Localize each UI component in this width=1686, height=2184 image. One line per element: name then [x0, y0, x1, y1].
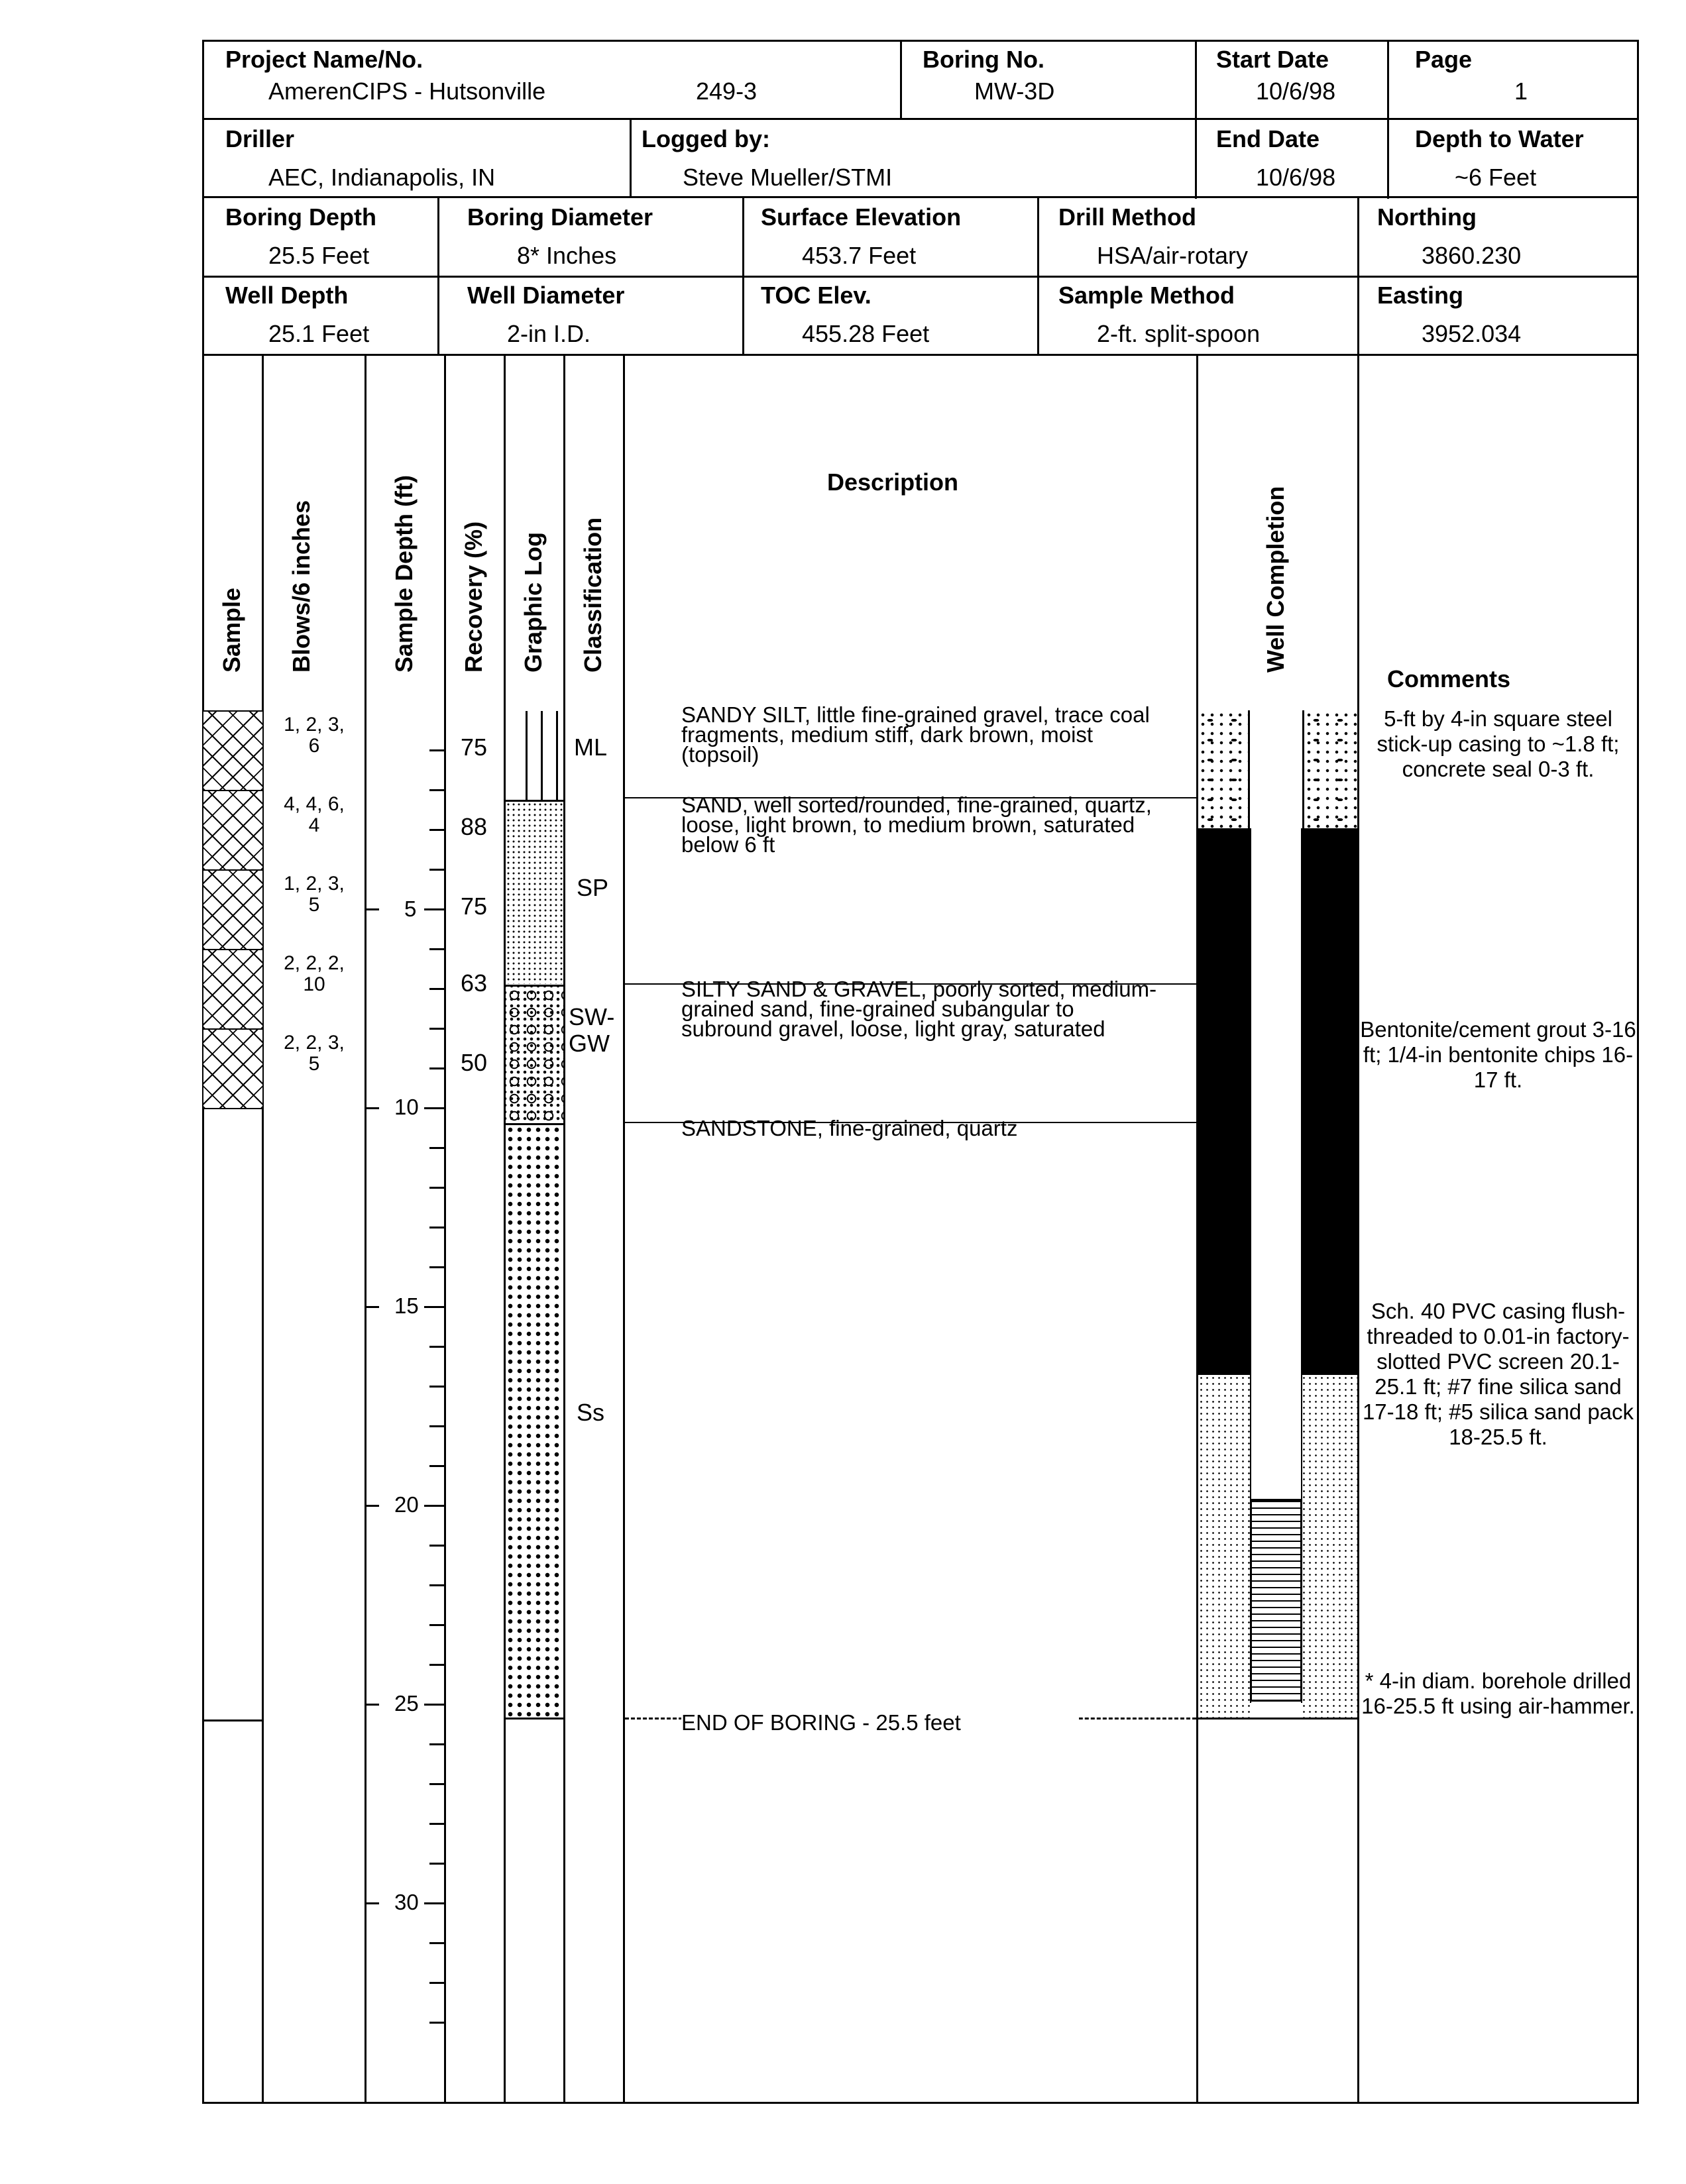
blows-5-b: 5 — [308, 1053, 320, 1075]
depth-tick — [429, 988, 444, 990]
hdr-r1-v2 — [1195, 40, 1197, 199]
depth-tick — [429, 1386, 444, 1388]
depth-tick — [424, 1505, 444, 1507]
depth-tick-left — [365, 1107, 379, 1109]
depth-to-water: ~6 Feet — [1455, 164, 1537, 191]
boring-depth: 25.5 Feet — [268, 242, 370, 269]
depth-tick — [429, 1147, 444, 1149]
header-row-line-1 — [202, 118, 1639, 120]
end-date-label: End Date — [1216, 125, 1320, 152]
depth-tick-left — [365, 1704, 379, 1706]
hdr-r3-v1 — [437, 196, 439, 355]
northing: 3860.230 — [1422, 242, 1522, 269]
depth-tick — [429, 1187, 444, 1189]
driller-label: Driller — [225, 125, 295, 152]
depth-tick — [429, 829, 444, 831]
desc-sandstone: SANDSTONE, fine-grained, quartz — [681, 1116, 1018, 1140]
boring-no-label: Boring No. — [923, 46, 1044, 73]
depth-tick-left — [365, 1505, 379, 1507]
header-row-line-3 — [202, 276, 1639, 278]
depth-tick — [429, 1584, 444, 1586]
recovery-3: 75 — [461, 893, 488, 920]
boring-diameter-label: Boring Diameter — [467, 203, 653, 231]
depth-label-15: 15 — [394, 1293, 419, 1318]
col-header-blows: Blows/6 inches — [288, 500, 315, 673]
comment-grout: Bentonite/cement grout 3-16 ft; 1/4-in bentonite chips 16-17 ft. — [1360, 1017, 1636, 1092]
depth-tick — [429, 749, 444, 751]
depth-label-25: 25 — [394, 1691, 419, 1716]
col-line-sample — [262, 354, 264, 2103]
end-date: 10/6/98 — [1256, 164, 1336, 191]
page-number: 1 — [1514, 78, 1528, 105]
hdr-r1-v3 — [1387, 40, 1389, 199]
desc-end-of-boring: END OF BORING - 25.5 feet — [681, 1713, 1079, 1733]
depth-tick — [429, 1465, 444, 1467]
depth-tick-left — [365, 908, 379, 910]
well-concrete-right — [1304, 710, 1357, 828]
depth-tick-left — [365, 1306, 379, 1308]
frame-top — [202, 40, 1639, 42]
well-screen-bottom — [1250, 1700, 1302, 1702]
blows-3-a: 1, 2, 3, — [284, 873, 345, 895]
surface-elevation-label: Surface Elevation — [761, 203, 962, 231]
page-label: Page — [1415, 46, 1473, 73]
start-date: 10/6/98 — [1256, 78, 1336, 105]
well-screen — [1250, 1501, 1302, 1700]
northing-label: Northing — [1377, 203, 1477, 231]
well-sandpack-left — [1198, 1375, 1251, 1720]
depth-tick — [429, 789, 444, 791]
col-line-depth — [444, 354, 446, 2103]
hdr-r1-v1 — [900, 40, 902, 119]
graphic-line-4 — [504, 1718, 565, 1720]
depth-label-20: 20 — [394, 1492, 419, 1517]
well-grout-right — [1302, 828, 1357, 1375]
col-header-description: Description — [827, 468, 959, 496]
col-header-well-completion: Well Completion — [1262, 486, 1289, 673]
col-line-graphic — [563, 354, 565, 2103]
depth-tick — [429, 1942, 444, 1944]
comment-screen: Sch. 40 PVC casing flush-threaded to 0.01-in factory-slotted PVC screen 20.1-25.1 ft; #7 fine silica sand 17-18 ft; #5 silica sand pack 18-25.5 ft. — [1362, 1299, 1634, 1449]
well-grout-left — [1198, 828, 1250, 1375]
logged-by-label: Logged by: — [642, 125, 770, 152]
depth-tick — [429, 1823, 444, 1825]
depth-label-30: 30 — [394, 1890, 419, 1914]
depth-tick — [424, 1902, 444, 1904]
blows-2-b: 4 — [308, 814, 320, 836]
well-stickup-right-wall — [1302, 710, 1304, 828]
sample-box-4 — [202, 949, 264, 1030]
col-line-well — [1357, 354, 1359, 2103]
depth-label-5: 5 — [404, 897, 417, 921]
graphic-sandy-silt — [512, 711, 563, 800]
graphic-silty-sand-gravel — [506, 987, 563, 1123]
depth-tick — [424, 1704, 444, 1706]
depth-tick — [429, 948, 444, 950]
hdr-r3-v4 — [1357, 196, 1359, 355]
blows-2-a: 4, 4, 6, — [284, 793, 345, 815]
well-stickup-left-wall — [1248, 710, 1250, 828]
depth-tick — [429, 869, 444, 871]
header-row-line-2 — [202, 196, 1639, 198]
recovery-2: 88 — [461, 813, 488, 840]
class-sw: SW- — [569, 1003, 615, 1030]
project-name: AmerenCIPS - Hutsonville — [268, 78, 546, 105]
sample-method-label: Sample Method — [1058, 282, 1235, 309]
depth-tick — [429, 1863, 444, 1865]
blows-4-a: 2, 2, 2, — [284, 952, 345, 974]
depth-to-water-label: Depth to Water — [1415, 125, 1584, 152]
col-line-class — [623, 354, 625, 2103]
depth-label-10: 10 — [394, 1095, 419, 1119]
hdr-r2-v1 — [630, 118, 632, 197]
comment-borehole: * 4-in diam. borehole drilled 16-25.5 ft using air-hammer. — [1361, 1668, 1635, 1718]
depth-tick — [429, 1743, 444, 1745]
desc-sandy-silt: SANDY SILT, little fine-grained gravel, trace coal fragments, medium stiff, dark brown, moist (topsoil) — [681, 702, 1150, 767]
depth-tick — [429, 1067, 444, 1069]
class-sp: SP — [577, 874, 609, 901]
well-diameter: 2-in I.D. — [507, 320, 591, 347]
recovery-4: 63 — [461, 969, 488, 997]
desc-sand: SAND, well sorted/rounded, fine-grained, quartz, loose, light brown, to medium brown, saturated below 6 ft — [681, 792, 1152, 857]
well-bottom-line — [1198, 1718, 1359, 1720]
col-line-blows — [365, 354, 366, 2103]
hdr-r3-v2 — [742, 196, 744, 355]
desc-silty-sand-gravel: SILTY SAND & GRAVEL, poorly sorted, medium-grained sand, fine-grained subangular to subround gravel, loose, light gray, saturated — [681, 977, 1157, 1041]
well-sandpack-right — [1301, 1375, 1357, 1720]
boring-depth-label: Boring Depth — [225, 203, 376, 231]
depth-tick — [429, 1664, 444, 1666]
project-label: Project Name/No. — [225, 46, 423, 73]
recovery-5: 50 — [461, 1049, 488, 1076]
blows-1-b: 6 — [308, 735, 320, 757]
recovery-1: 75 — [461, 734, 488, 761]
graphic-sandstone — [506, 1125, 563, 1718]
blows-4-b: 10 — [303, 973, 325, 995]
well-depth: 25.1 Feet — [268, 320, 370, 347]
sample-box-1 — [202, 710, 264, 791]
easting-label: Easting — [1377, 282, 1464, 309]
easting: 3952.034 — [1422, 320, 1522, 347]
depth-tick — [429, 1624, 444, 1626]
boring-diameter: 8* Inches — [517, 242, 617, 269]
blows-5-a: 2, 2, 3, — [284, 1032, 345, 1054]
depth-tick-left — [365, 1902, 379, 1904]
sample-box-2 — [202, 790, 264, 871]
class-ml: ML — [574, 734, 608, 761]
class-ss: Ss — [577, 1399, 605, 1426]
depth-tick — [429, 1266, 444, 1268]
project-number: 249-3 — [696, 78, 758, 105]
toc-elev-label: TOC Elev. — [761, 282, 871, 309]
depth-tick — [429, 1783, 444, 1785]
col-header-sample: Sample — [218, 587, 245, 673]
col-header-comments: Comments — [1387, 665, 1511, 692]
drill-method: HSA/air-rotary — [1097, 242, 1249, 269]
blows-1-a: 1, 2, 3, — [284, 714, 345, 736]
hdr-r3-v3 — [1037, 196, 1039, 355]
blows-3-b: 5 — [308, 894, 320, 916]
depth-tick — [429, 1545, 444, 1547]
sample-box-5 — [202, 1028, 264, 1109]
depth-tick — [429, 1028, 444, 1030]
boring-no: MW-3D — [974, 78, 1055, 105]
depth-tick — [424, 908, 444, 910]
well-depth-label: Well Depth — [225, 282, 349, 309]
col-header-sample-depth: Sample Depth (ft) — [390, 474, 418, 673]
col-header-classification: Classification — [579, 517, 606, 673]
depth-tick — [429, 1425, 444, 1427]
well-diameter-label: Well Diameter — [467, 282, 625, 309]
sample-end-line — [202, 1720, 262, 1721]
well-concrete-left — [1198, 710, 1248, 828]
logged-by: Steve Mueller/STMI — [683, 164, 893, 191]
col-header-recovery: Recovery (%) — [460, 521, 487, 673]
depth-tick — [429, 2022, 444, 2024]
sample-method: 2-ft. split-spoon — [1097, 320, 1261, 347]
col-header-graphic-log: Graphic Log — [520, 531, 547, 673]
depth-tick — [429, 1227, 444, 1228]
toc-elev: 455.28 Feet — [802, 320, 930, 347]
driller: AEC, Indianapolis, IN — [268, 164, 496, 191]
depth-tick — [429, 1346, 444, 1348]
surface-elevation: 453.7 Feet — [802, 242, 917, 269]
header-row-line-4 — [202, 354, 1639, 356]
drill-method-label: Drill Method — [1058, 203, 1196, 231]
depth-tick — [429, 1982, 444, 1984]
depth-tick — [424, 1107, 444, 1109]
class-gw: GW — [569, 1030, 610, 1057]
comment-casing: 5-ft by 4-in square steel stick-up casing to ~1.8 ft; concrete seal 0-3 ft. — [1377, 706, 1620, 781]
sample-box-3 — [202, 869, 264, 950]
start-date-label: Start Date — [1216, 46, 1329, 73]
frame-bottom — [202, 2102, 1639, 2104]
depth-tick — [424, 1306, 444, 1308]
graphic-sand — [506, 802, 563, 984]
